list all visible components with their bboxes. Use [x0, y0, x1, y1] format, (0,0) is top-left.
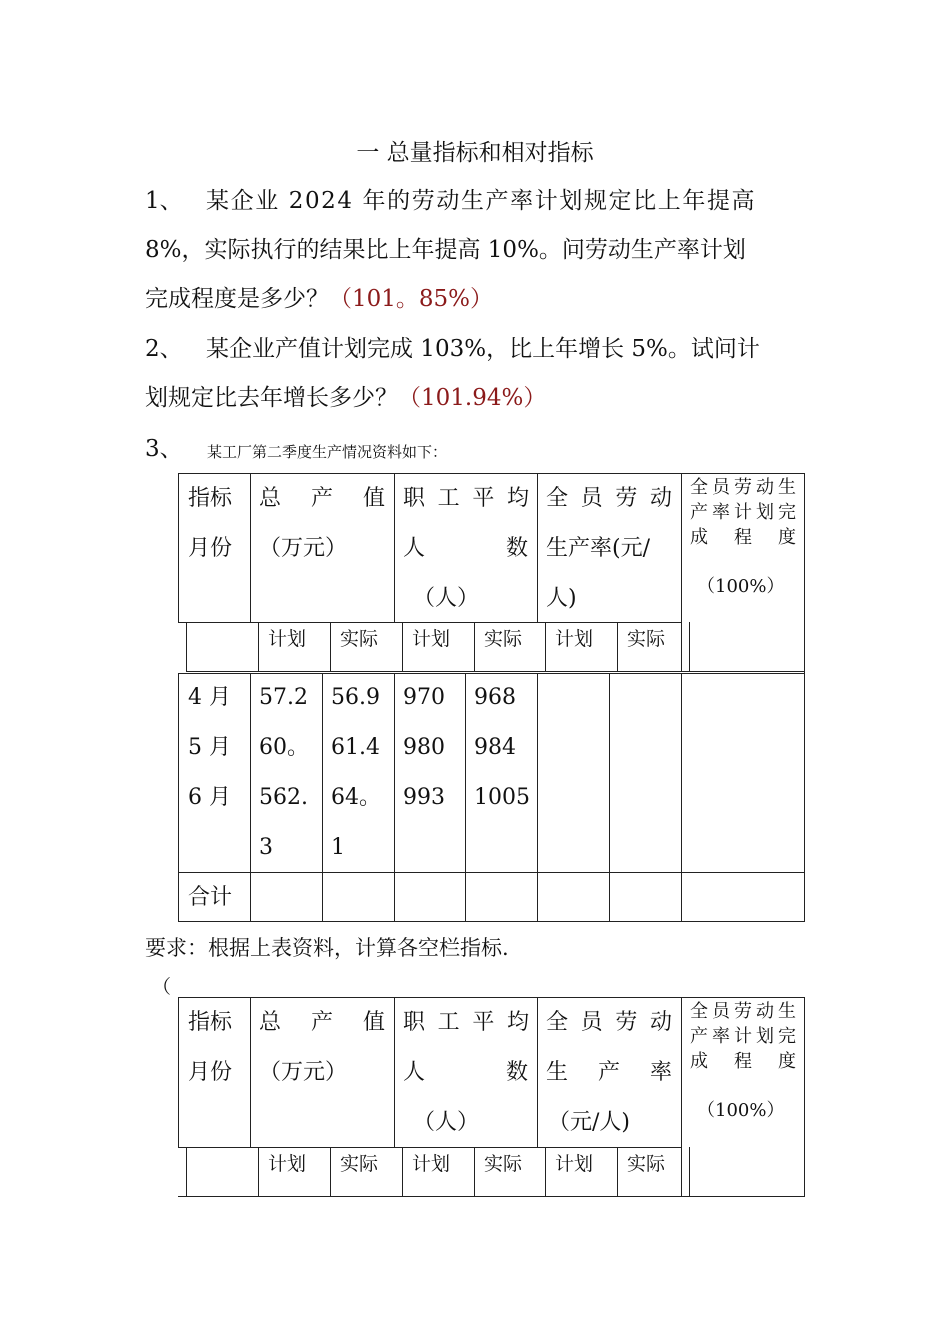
t2-header-output-unit: （万元） — [259, 1060, 348, 1085]
t1-header-output: 总 产 值 — [259, 486, 385, 511]
t1-header-workers-b: 数 — [506, 536, 529, 561]
q3-text: 某工厂第二季度生产情况资料如下： — [207, 443, 448, 461]
t1-sub-plan-2: 计划 — [412, 628, 451, 650]
t1-header-workers-a: 人 — [403, 536, 426, 561]
t2-header-completion-unit: （100%） — [697, 1100, 785, 1121]
t1-month-4: 4 月 — [188, 685, 231, 710]
t2-header-workers-b: 数 — [506, 1060, 529, 1085]
t1-output-plan-3: 562. — [259, 785, 308, 810]
q3-number: 3、 — [145, 436, 183, 462]
t2-header-productivity-c: 率 — [650, 1060, 673, 1085]
open-paren: （ — [152, 976, 172, 998]
t2-header-productivity-b: 产 — [598, 1060, 621, 1085]
t1-header-productivity-3: 人) — [546, 586, 577, 611]
t1-month-5: 5 月 — [188, 735, 231, 760]
t1-output-actual-2: 61.4 — [331, 735, 380, 760]
t1-workers-actual-3: 1005 — [474, 785, 530, 810]
t2-header-productivity-unit: （元/人) — [548, 1110, 630, 1135]
t1-header-completion: 全员劳动生产率计划完成程度 — [690, 477, 796, 548]
t2-header-month: 月份 — [188, 1060, 233, 1085]
q1-number: 1、 — [145, 188, 183, 214]
t1-output-actual-4: 1 — [331, 835, 345, 860]
t1-header-productivity: 全员劳动 — [546, 486, 672, 511]
t1-sub-plan-1: 计划 — [268, 628, 307, 650]
q2-line2: 划规定比去年增长多少？（101.94%） — [145, 385, 547, 411]
requirement-text: 要求：根据上表资料，计算各空栏指标. — [145, 936, 509, 960]
t1-header-workers-unit: （人） — [413, 586, 480, 611]
t1-sub-plan-3: 计划 — [555, 628, 594, 650]
t1-header-index: 指标 — [188, 486, 233, 511]
t2-header-workers-a: 人 — [403, 1060, 426, 1085]
t1-header-output-unit: （万元） — [259, 536, 348, 561]
t2-sub-actual-3: 实际 — [627, 1153, 666, 1175]
t2-sub-plan-1: 计划 — [268, 1153, 307, 1175]
page-title: 一 总量指标和相对指标 — [356, 140, 594, 166]
t1-total-label: 合计 — [188, 885, 233, 910]
q1-answer: （101。85%） — [329, 286, 494, 312]
q1-line2: 8%，实际执行的结果比上年提高 10%。问劳动生产率计划 — [145, 237, 746, 263]
t1-output-plan-2: 60。 — [259, 735, 309, 760]
t2-header-workers: 职工平均 — [403, 1010, 529, 1035]
t1-header-completion-unit: （100%） — [697, 576, 785, 597]
t1-workers-plan-3: 993 — [403, 785, 445, 810]
t2-header-index: 指标 — [188, 1010, 233, 1035]
t1-output-plan-4: 3 — [259, 835, 273, 860]
t1-output-actual-3: 64。 — [331, 785, 381, 810]
q2-line1: 某企业产值计划完成 103%，比上年增长 5%。试问计 — [206, 336, 760, 362]
t1-header-workers: 职工平均 — [403, 486, 529, 511]
t2-sub-plan-2: 计划 — [412, 1153, 451, 1175]
t1-sub-actual-2: 实际 — [484, 628, 523, 650]
q1-line3: 完成程度是多少？（101。85%） — [145, 286, 494, 312]
t2-header-completion: 全员劳动生产率计划完成程度 — [690, 1001, 796, 1072]
t1-header-month: 月份 — [188, 536, 233, 561]
t2-header-productivity-a: 生 — [546, 1060, 569, 1085]
t1-sub-actual-3: 实际 — [627, 628, 666, 650]
t1-workers-plan-2: 980 — [403, 735, 445, 760]
t2-sub-actual-1: 实际 — [340, 1153, 379, 1175]
t1-month-6: 6 月 — [188, 785, 231, 810]
q2-number: 2、 — [145, 336, 183, 362]
t1-workers-plan-1: 970 — [403, 685, 445, 710]
t1-sub-actual-1: 实际 — [340, 628, 379, 650]
t1-output-actual-1: 56.9 — [331, 685, 380, 710]
t2-header-output: 总 产 值 — [259, 1010, 385, 1035]
t1-output-plan-1: 57.2 — [259, 685, 308, 710]
t1-header-productivity-2: 生产率(元/ — [546, 536, 650, 561]
t2-sub-plan-3: 计划 — [555, 1153, 594, 1175]
t1-workers-actual-1: 968 — [474, 685, 516, 710]
q1-line1: 某企业 2024 年的劳动生产率计划规定比上年提高 — [206, 188, 757, 214]
t2-header-workers-unit: （人） — [413, 1110, 480, 1135]
t1-workers-actual-2: 984 — [474, 735, 516, 760]
t2-sub-actual-2: 实际 — [484, 1153, 523, 1175]
t2-header-productivity: 全员劳动 — [546, 1010, 672, 1035]
q2-answer: （101.94%） — [398, 385, 547, 411]
